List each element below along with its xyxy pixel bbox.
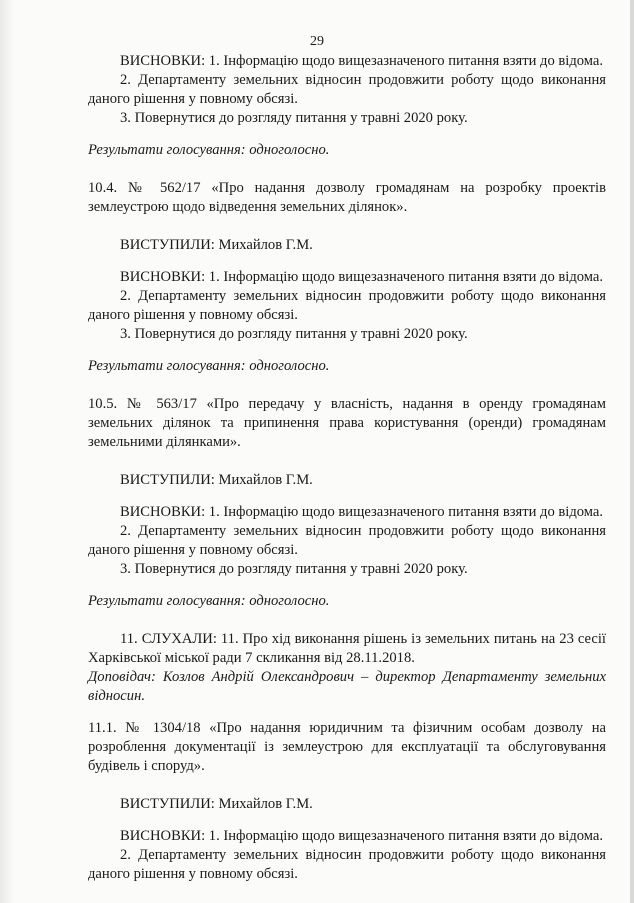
vote-result-line: Доповідач: Козлов Андрій Олександрович – директор Департаменту земельних відносин. (88, 669, 606, 704)
paragraph-gap (88, 490, 606, 503)
paragraph-gap (88, 814, 606, 827)
paragraph: ВИСНОВКИ: 1. Інформацію щодо вищезазначеного питання взяти до відома. (120, 269, 604, 285)
paragraph: 10.4. № 562/17 «Про надання дозволу громадянам на розробку проектів землеустрою щодо відведення земельних ділянок». (88, 180, 606, 215)
paragraph: ВИСНОВКИ: 1. Інформацію щодо вищезазначеного питання взяти до відома. (120, 828, 604, 844)
scan-right-edge (630, 0, 634, 903)
paragraph: 2. Департаменту земельних відносин продовжити роботу щодо виконання даного рішення у повному обсязі. (88, 72, 606, 107)
paragraph: 3. Повернутися до розгляду питання у травні 2020 року. (120, 561, 468, 577)
vote-result-line: Результати голосування: одноголосно. (88, 142, 330, 158)
paragraph-gap (88, 160, 606, 179)
paragraph: ВИСТУПИЛИ: Михайлов Г.М. (120, 472, 313, 488)
paragraph: 2. Департаменту земельних відносин продовжити роботу щодо виконання даного рішення у повному обсязі. (88, 847, 606, 882)
paragraph: 3. Повернутися до розгляду питання у травні 2020 року. (120, 110, 468, 126)
paragraph-gap (88, 128, 606, 141)
paragraph: ВИСНОВКИ: 1. Інформацію щодо вищезазначеного питання взяти до відома. (120, 53, 604, 69)
paragraph: 11. СЛУХАЛИ: 11. Про хід виконання рішень із земельних питань на 23 сесії Харківської міської ради 7 скликання від 28.11.2018. (88, 631, 606, 666)
paragraph-gap (88, 344, 606, 357)
paragraph: 2. Департаменту земельних відносин продовжити роботу щодо виконання даного рішення у повному обсязі. (88, 288, 606, 323)
paragraph: ВИСТУПИЛИ: Михайлов Г.М. (120, 796, 313, 812)
paragraph: ВИСНОВКИ: 1. Інформацію щодо вищезазначеного питання взяти до відома. (120, 504, 604, 520)
paragraph-gap (88, 255, 606, 268)
paragraph-gap (88, 611, 606, 630)
paragraph: 11.1. № 1304/18 «Про надання юридичним та фізичним особам дозволу на розроблення документації із землеустрою для експлуатації та обслуговування будівель і споруд». (88, 720, 606, 774)
paragraph: 10.5. № 563/17 «Про передачу у власність, надання в оренду громадянам земельних ділянок та припинення права користування (оренди) громадянам земельними ділянками». (88, 396, 606, 450)
vote-result-line: Результати голосування: одноголосно. (88, 593, 330, 609)
page-number: 29 (310, 34, 324, 49)
document-body (88, 52, 606, 884)
paragraph-gap (88, 376, 606, 395)
scan-left-shadow (0, 0, 14, 903)
paragraph-gap (88, 217, 606, 236)
paragraph: 3. Повернутися до розгляду питання у травні 2020 року. (120, 326, 468, 342)
paragraph-gap (88, 776, 606, 795)
paragraph-gap (88, 452, 606, 471)
paragraph-gap (88, 706, 606, 719)
paragraph-gap (88, 579, 606, 592)
vote-result-line: Результати голосування: одноголосно. (88, 358, 330, 374)
paragraph: 2. Департаменту земельних відносин продовжити роботу щодо виконання даного рішення у повному обсязі. (88, 523, 606, 558)
paragraph: ВИСТУПИЛИ: Михайлов Г.М. (120, 237, 313, 253)
